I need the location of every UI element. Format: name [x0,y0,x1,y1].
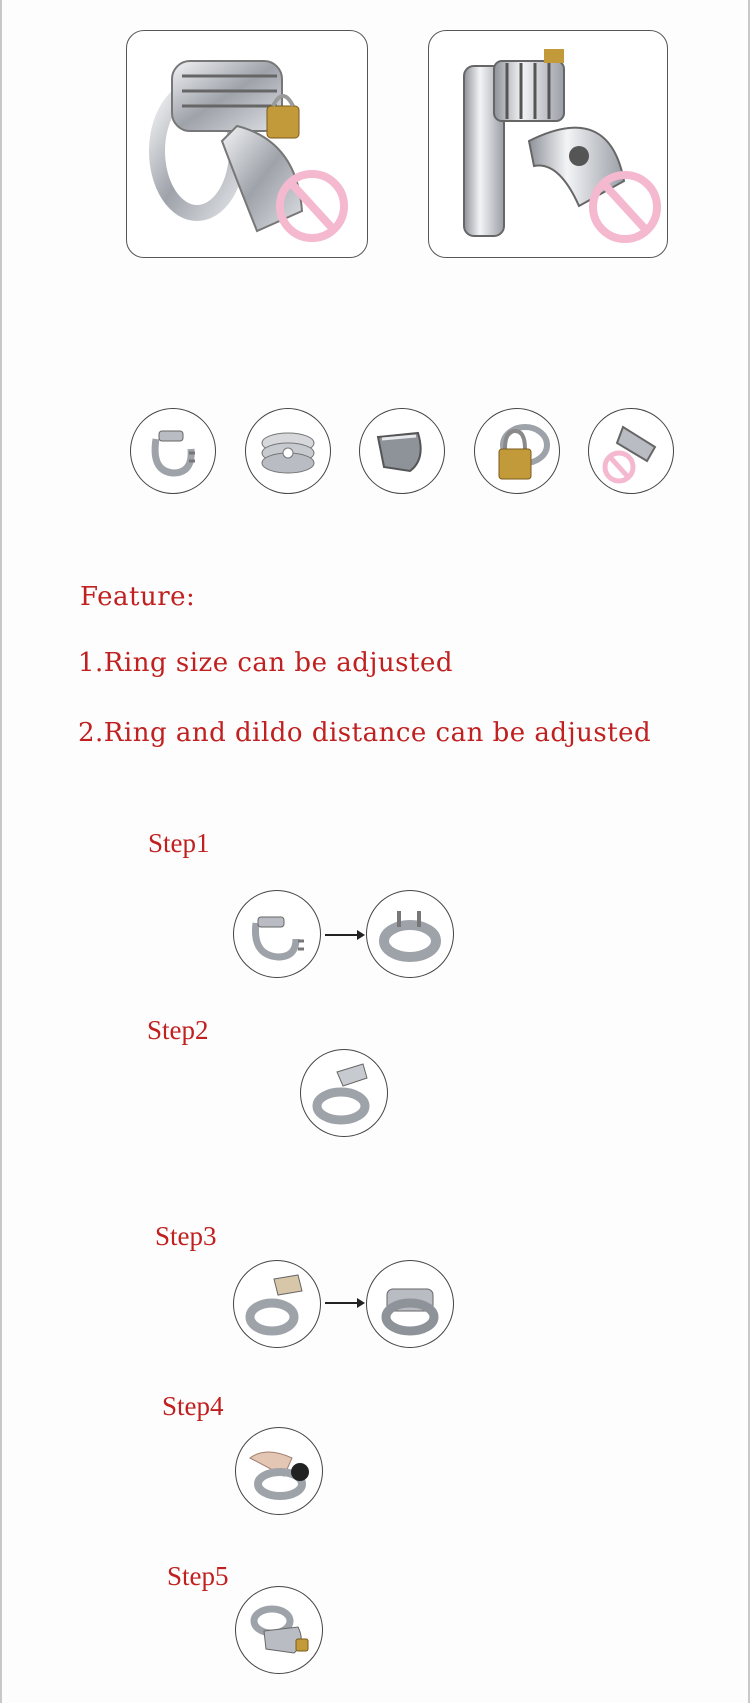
step-3-before-circle [233,1260,321,1348]
arrow-right-icon [325,1302,363,1304]
step-4-label: Step4 [162,1391,224,1421]
step-5-label: Step5 [167,1561,229,1591]
ring-closed-icon [367,891,453,977]
feature-item-2: 2.Ring and dildo distance can be adjusted [78,718,652,748]
step-2-circle [300,1049,388,1137]
padlock-icon [475,409,559,493]
component-spacers-circle [245,408,331,494]
locked-device-icon [236,1587,322,1673]
component-base-circle [359,408,445,494]
step-2-label: Step2 [147,1015,209,1045]
feature-item-1: 1.Ring size can be adjusted [78,648,453,678]
device-front-illustration [127,31,367,257]
insert-step-icon [236,1428,322,1514]
cage-part-icon [589,409,673,493]
step-1-after-circle [366,890,454,978]
ring-stack-icon [234,1261,320,1347]
product-photo-side [428,30,668,258]
prohibition-icon [605,453,633,481]
component-lock-circle [474,408,560,494]
step-1-before-circle [233,890,321,978]
ring-part-icon [131,409,215,493]
feature-heading: Feature: [80,582,196,612]
component-cage-circle [588,408,674,494]
step-1-label: Step1 [148,828,210,858]
component-ring-circle [130,408,216,494]
step-4-circle [235,1427,323,1515]
ring-assembled-icon [367,1261,453,1347]
device-side-illustration [429,31,667,257]
step-3-after-circle [366,1260,454,1348]
base-part-icon [360,409,444,493]
prohibition-icon [593,175,657,239]
step-3-label: Step3 [155,1221,217,1251]
spacer-plates-icon [246,409,330,493]
ring-open-icon [234,891,320,977]
product-photo-front [126,30,368,258]
arrow-right-icon [325,934,363,936]
step-5-circle [235,1586,323,1674]
ring-with-spacer-icon [301,1050,387,1136]
